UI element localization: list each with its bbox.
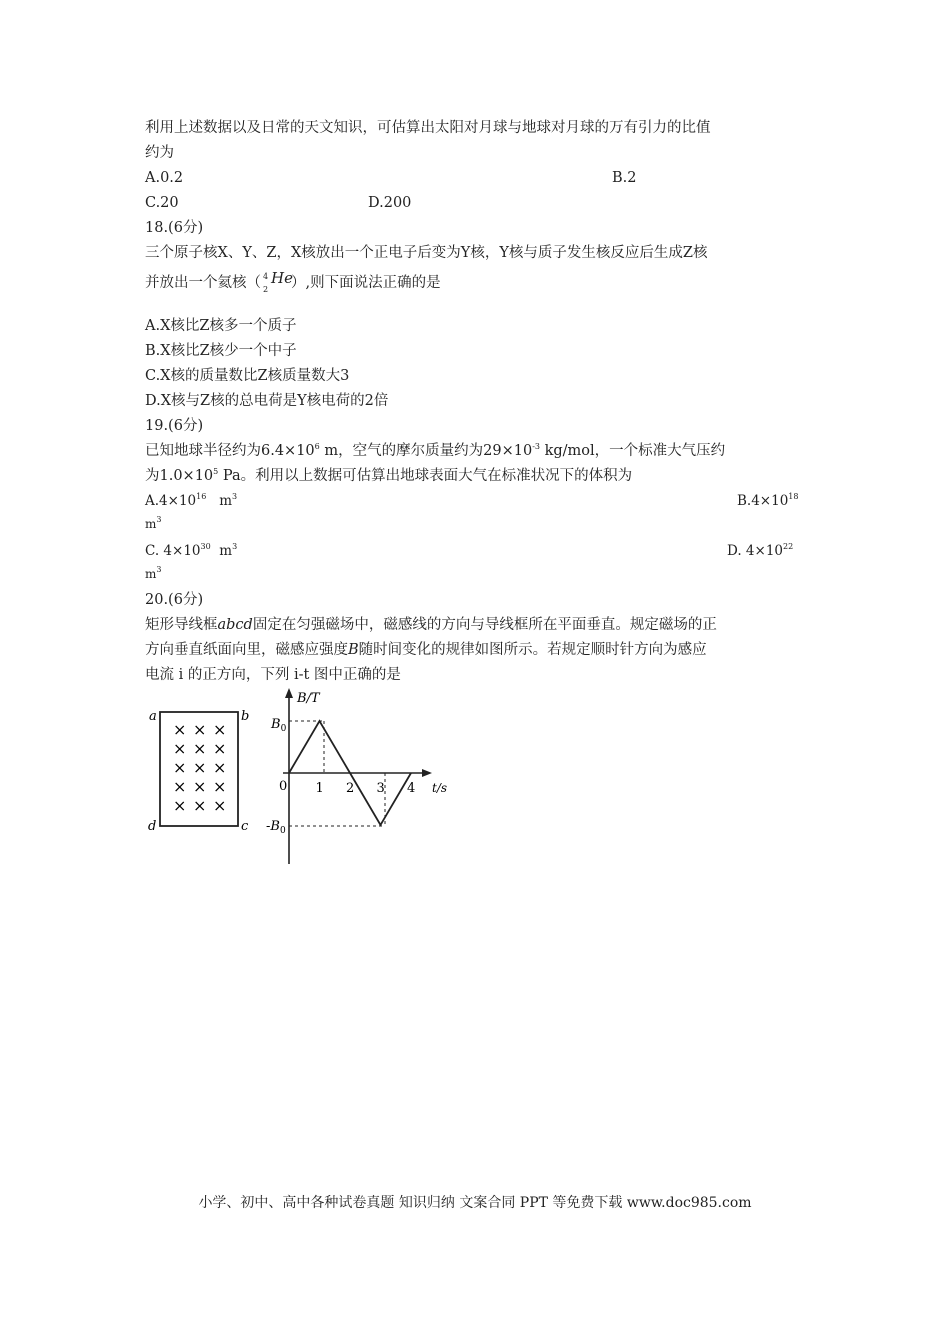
q19-option-d-unit	[145, 564, 161, 584]
q19-option-a-exponent: 16	[196, 492, 207, 501]
x-tick-label-4: 4	[407, 781, 416, 796]
q19-option-c-value: C. 4×10	[145, 543, 201, 559]
x-axis-label: t/s	[432, 781, 448, 795]
q19-option-a	[145, 491, 237, 511]
magnetic-field-crosses	[173, 720, 226, 815]
q17-option-b: B.2	[612, 170, 637, 186]
b0-label: $B_0$	[271, 717, 287, 734]
y-axis-label: B/T	[297, 691, 320, 706]
q19-option-a-value: A.4×10	[145, 493, 197, 509]
q20-line-1	[145, 615, 717, 635]
q19-option-b	[737, 491, 798, 511]
cross-mark: ×	[213, 777, 227, 796]
q20-abcd: abcd	[217, 617, 253, 633]
cross-mark: ×	[193, 796, 207, 815]
q20-header: 20.(6分)	[145, 592, 204, 608]
q19-exponent: 5	[213, 467, 219, 476]
q19-option-d	[727, 541, 793, 561]
q18-header: 18.(6分)	[145, 220, 204, 236]
q18-option-d: D.X核与Z核的总电荷是Y核电荷的2倍	[145, 393, 389, 409]
label-c: c	[241, 819, 249, 834]
q19-exponent: 6	[314, 442, 320, 451]
cross-mark: ×	[173, 777, 187, 796]
neg-b0-label: $-B_0$	[266, 819, 286, 836]
unit-exponent: 3	[156, 565, 162, 574]
q19-text: kg/mol，一个标准大气压约	[539, 443, 726, 459]
q18-line-2-post: ）,则下面说法正确的是	[291, 275, 441, 291]
cross-mark: ×	[193, 777, 207, 796]
helium-nucleus-symbol	[263, 269, 293, 294]
intro-line-1: 利用上述数据以及日常的天文知识，可估算出太阳对月球与地球对月球的万有引力的比值	[145, 120, 711, 136]
he-charge-number: 2	[263, 285, 269, 294]
q18-option-c: C.X核的质量数比Z核质量数大3	[145, 368, 350, 384]
cross-mark: ×	[213, 758, 227, 777]
q19-option-b-unit	[145, 514, 161, 534]
q18-line-2-pre: 并放出一个氦核（	[145, 275, 261, 291]
q18-line-1: 三个原子核X、Y、Z，X核放出一个正电子后变为Y核，Y核与质子发生核反应后生成Z核	[145, 245, 708, 261]
label-a: a	[149, 709, 157, 724]
unit-m: m	[145, 517, 157, 531]
q19-text: Pa。利用以上数据可估算出地球表面大气在标准状况下的体积为	[218, 468, 633, 484]
q19-unit-exponent: 3	[232, 542, 238, 551]
q19-exponent: -3	[532, 442, 540, 451]
cross-mark: ×	[193, 720, 207, 739]
q20-line-2	[145, 640, 707, 660]
q20-text: 固定在匀强磁场中，磁感线的方向与导线框所在平面垂直。规定磁场的正	[252, 617, 717, 633]
q20-text: 矩形导线框	[145, 617, 218, 633]
q19-option-b-value: B.4×10	[737, 493, 789, 509]
x-tick-label-1: 1	[315, 781, 324, 796]
q19-unit-exponent: 3	[232, 492, 238, 501]
cross-mark: ×	[173, 739, 187, 758]
unit-exponent: 3	[156, 515, 162, 524]
label-b: b	[241, 709, 250, 724]
q18-option-a: A.X核比Z核多一个质子	[145, 318, 297, 334]
x-tick-label-2: 2	[346, 781, 355, 796]
q19-option-c-exponent: 30	[200, 542, 211, 551]
q20-B: B	[348, 642, 359, 658]
q20-text: 随时间变化的规律如图所示。若规定顺时针方向为感应	[358, 642, 707, 658]
he-symbol: He	[271, 269, 293, 287]
he-mass-number: 4	[263, 272, 269, 281]
intro-line-2: 约为	[145, 145, 174, 161]
q19-option-c	[145, 541, 237, 561]
cross-mark: ×	[173, 720, 187, 739]
q19-line-2	[145, 466, 632, 486]
q20-figure	[145, 688, 455, 864]
q19-option-d-value: D. 4×10	[727, 543, 784, 559]
q19-option-d-exponent: 22	[783, 542, 794, 551]
q20-text: 方向垂直纸面向里，磁感应强度	[145, 642, 348, 658]
q19-line-1	[145, 441, 725, 461]
q19-header: 19.(6分)	[145, 418, 204, 434]
q19-text: 已知地球半径约为6.4×10	[145, 443, 315, 459]
page-footer: 小学、初中、高中各种试卷真题 知识归纳 文案合同 PPT 等免费下载 www.doc985.com	[198, 1195, 752, 1211]
q17-option-a: A.0.2	[145, 170, 184, 186]
label-d: d	[148, 819, 157, 834]
q19-text: 为1.0×10	[145, 468, 214, 484]
q18-option-b: B.X核比Z核少一个中子	[145, 343, 297, 359]
q17-option-d: D.200	[368, 195, 412, 211]
cross-mark: ×	[173, 758, 187, 777]
q18-line-2	[145, 271, 441, 293]
q19-option-c-unit: m	[219, 543, 233, 559]
cross-mark: ×	[213, 720, 227, 739]
cross-mark: ×	[193, 758, 207, 777]
q19-option-b-exponent: 18	[788, 492, 799, 501]
q19-text: m，空气的摩尔质量约为29×10	[319, 443, 533, 459]
cross-mark: ×	[213, 796, 227, 815]
x-tick-label-3: 3	[376, 781, 385, 796]
q20-line-3: 电流 i 的正方向，下列 i-t 图中正确的是	[145, 667, 401, 683]
q17-option-c: C.20	[145, 195, 179, 211]
q19-option-a-unit: m	[219, 493, 232, 509]
origin-label: 0	[279, 779, 288, 794]
cross-mark: ×	[213, 739, 227, 758]
cross-mark: ×	[193, 739, 207, 758]
cross-mark: ×	[173, 796, 187, 815]
unit-m: m	[145, 567, 157, 581]
